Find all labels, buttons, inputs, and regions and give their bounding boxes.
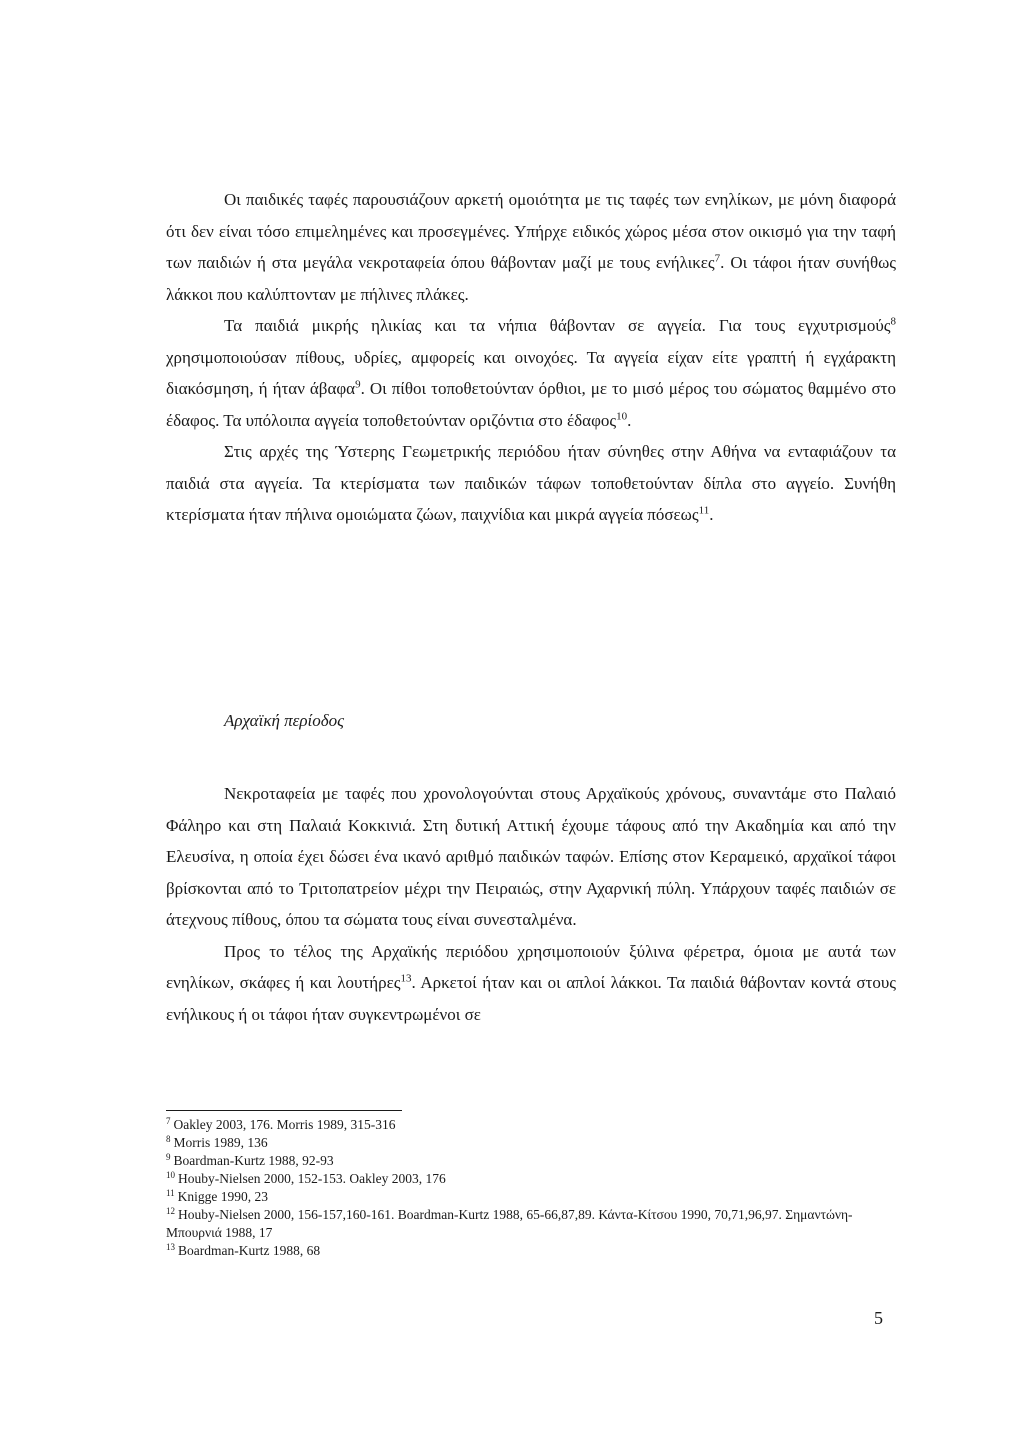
footnote: $^{12}$ Houby-Nielsen 2000, 156-157,160-161. Boardman-Kurtz 1988, 65-66,87,89. Κάντα-Κίτσου 1990, 70,71,96,97. Σημαντώνη-Μπουρνιά 1988, 17 [166,1205,853,1240]
footnote-ref-13: 13 [400,972,412,985]
footnote: $^7$ Oakley 2003, 176. Morris 1989, 315-316 [166,1115,396,1132]
footnote: $^8$ Morris 1989, 136 [166,1133,268,1150]
footnote-ref-8: 8 [890,315,896,328]
footnote-ref-9: 9 [355,378,361,391]
body-section-2 [166,778,896,1030]
page-number: 5 [874,1308,883,1328]
footnotes [166,1116,886,1260]
footnote: $^{10}$ Houby-Nielsen 2000, 152-153. Oakley 2003, 176 [166,1169,446,1186]
footnote-ref-10: 10 [616,409,628,422]
paragraph-5: Προς το τέλος της Αρχαϊκής περιόδου χρησιμοποιούν ξύλινα φέρετρα, όμοια με αυτά των ενηλίκων, σκάφες ή και λουτήρες$^{13}$. Αρκετοί ήταν και οι απλοί λάκκοι. Τα παιδιά θάβονταν κοντά στους ενήλικους ή οι τάφοι ήταν συγκεντρωμένοι σε [166,941,896,1024]
footnote: $^9$ Boardman-Kurtz 1988, 92-93 [166,1151,334,1168]
paragraph-1: Οι παιδικές ταφές παρουσιάζουν αρκετή ομοιότητα με τις ταφές των ενηλίκων, με μόνη διαφορά ότι δεν είναι τόσο επιμελημένες και προσεγμένες. Υπήρχε ειδικός χώρος μέσα στον οικισμό για την ταφή των παιδιών ή στα μεγάλα νεκροταφεία όπου θάβονταν μαζί με τους ενήλικες$^7$. Οι τάφοι ήταν συνήθως λάκκοι που καλύπτονταν με πήλινες πλάκες. [166,190,897,304]
paragraph-3: Στις αρχές της Ύστερης Γεωμετρικής περιόδου ήταν σύνηθες στην Αθήνα να ενταφιάζουν τα παιδιά στα αγγεία. Τα κτερίσματα των παιδικών τάφων τοποθετούνταν δίπλα στο αγγείο. Συνήθη κτερίσματα ήταν πήλινα ομοιώματα ζώων, παιχνίδια και μικρά αγγεία πόσεως$^{11}$. [166,442,896,524]
footnote: $^{13}$ Boardman-Kurtz 1988, 68 [166,1241,321,1258]
section-heading: Αρχαϊκή περίοδος [224,711,345,730]
paragraph-2: Τα παιδιά μικρής ηλικίας και τα νήπια θάβονταν σε αγγεία. Για τους εγχυτρισμούς$^8$ χρησιμοποιούσαν πίθους, υδρίες, αμφορείς και οινοχόες. Τα αγγεία είχαν είτε γραπτή ή εγχάρακτη διακόσμηση, ή ήταν άβαφα$^9$. Οι πίθοι τοποθετούνταν όρθιοι, με το μισό μέρος του σώματος θαμμένο στο έδαφος. Τα υπόλοιπα αγγεία τοποθετούνταν οριζόντια στο έδαφος$^{10}$. [166,315,897,430]
footnote: $^{11}$ Knigge 1990, 23 [166,1187,269,1204]
footnote-divider [166,1110,402,1111]
body-section-1 [166,184,896,531]
footnote-ref-11: 11 [698,504,710,517]
footnote-ref-7: 7 [714,252,721,265]
paragraph-4: Νεκροταφεία με ταφές που χρονολογούνται στους Αρχαϊκούς χρόνους, συναντάμε στο Παλαιό Φάληρο και στη Παλαιά Κοκκινιά. Στη δυτική Αττική έχουμε τάφους από την Ακαδημία και από την Ελευσίνα, η οποία έχει δώσει ένα ικανό αριθμό παιδικών ταφών. Επίσης στον Κεραμεικό, αρχαϊκοί τάφοι βρίσκονται από το Τριτοπατρείον μέχρι την Πειραιώς, στην Αχαρνική πύλη. Υπάρχουν ταφές παιδιών σε άτεχνους πίθους, όπου τα σώματα τους είναι συνεσταλμένα. [166,784,896,929]
